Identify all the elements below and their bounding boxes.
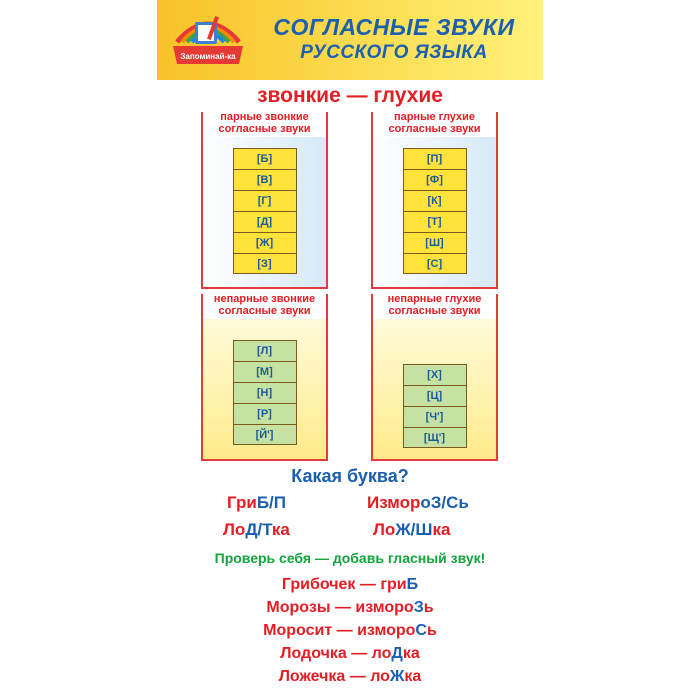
example-line	[157, 645, 543, 663]
sound-cell: [К]	[403, 190, 467, 211]
example-text: ка	[402, 645, 420, 662]
title-line-1: СОГЛАСНЫЕ ЗВУКИ	[273, 14, 515, 40]
word-text: ка	[432, 520, 451, 539]
question-heading: Какая буква?	[291, 466, 409, 486]
question-word	[227, 493, 286, 513]
box-unpaired-voiced	[201, 294, 328, 461]
word-text: Ло	[223, 520, 246, 539]
sound-cell: [Х]	[403, 364, 467, 385]
sound-cell: [Ц]	[403, 385, 467, 406]
question-word	[367, 493, 469, 513]
box-title-line-1: парные глухие	[393, 111, 476, 123]
header-banner	[157, 0, 543, 80]
example-text: ь	[426, 622, 437, 639]
box-title-line-1: непарные звонкие	[213, 293, 316, 305]
example-text: Моросит — изморо	[263, 622, 416, 639]
example-text: Ложечка — ло	[278, 668, 390, 685]
example-text: Лодочка — ло	[280, 645, 392, 662]
example-highlight: Б	[406, 576, 419, 593]
sound-cell: [Й']	[233, 424, 297, 445]
box-title	[373, 111, 496, 137]
sound-cell: [В]	[233, 169, 297, 190]
sound-cell: [Г]	[233, 190, 297, 211]
sound-cell: [Ж]	[233, 232, 297, 253]
box-title-line-2: согласные звуки	[218, 123, 311, 135]
box-paired-voiceless	[371, 112, 498, 289]
book-logo-icon	[171, 8, 245, 70]
box-title	[203, 293, 326, 319]
sound-cell: [Б]	[233, 148, 297, 169]
sound-column	[403, 148, 467, 274]
sound-cell: [Щ']	[403, 427, 467, 448]
sound-cell: [Ч']	[403, 406, 467, 427]
sound-column	[233, 148, 297, 274]
sound-cell: [Т]	[403, 211, 467, 232]
sound-cell: [С]	[403, 253, 467, 274]
example-text: Грибочек — гри	[281, 576, 407, 593]
example-line	[157, 576, 543, 594]
box-title-line-2: согласные звуки	[388, 305, 481, 317]
box-title-line-1: парные звонкие	[220, 111, 309, 123]
example-line	[157, 668, 543, 686]
example-line	[157, 599, 543, 617]
example-highlight: С	[415, 622, 427, 639]
sound-column	[403, 364, 467, 448]
box-title-line-2: согласные звуки	[388, 123, 481, 135]
sound-cell: [Д]	[233, 211, 297, 232]
sound-column	[233, 340, 297, 445]
box-paired-voiced	[201, 112, 328, 289]
question-word	[373, 520, 450, 540]
example-text: ь	[423, 599, 434, 616]
subtitle: звонкие — глухие	[257, 84, 443, 107]
word-text: Ло	[373, 520, 396, 539]
box-title-line-1: непарные глухие	[387, 293, 482, 305]
example-line	[157, 622, 543, 640]
check-yourself-text: Проверь себя — добавь гласный звук!	[214, 550, 486, 566]
sound-cell: [Р]	[233, 403, 297, 424]
box-title	[373, 293, 496, 319]
question-word	[223, 520, 290, 540]
sound-cell: [З]	[233, 253, 297, 274]
word-highlight: Ж/Ш	[395, 520, 433, 539]
example-text: Морозы — изморо	[266, 599, 414, 616]
title-line-2: РУССКОГО ЯЗЫКА	[300, 42, 488, 63]
box-title	[203, 111, 326, 137]
sound-cell: [Ф]	[403, 169, 467, 190]
word-highlight: оЗ/Сь	[420, 493, 469, 512]
example-text: ка	[404, 668, 422, 685]
sound-cell: [П]	[403, 148, 467, 169]
example-highlight: Д	[391, 645, 403, 662]
word-text: Измор	[367, 493, 421, 512]
box-title-line-2: согласные звуки	[218, 305, 311, 317]
word-highlight: Б/П	[256, 493, 286, 512]
example-highlight: Ж	[389, 668, 405, 685]
poster	[157, 0, 543, 700]
word-text: ка	[271, 520, 290, 539]
sound-cell: [М]	[233, 361, 297, 382]
word-highlight: Д/Т	[245, 520, 272, 539]
box-unpaired-voiceless	[371, 294, 498, 461]
sound-cell: [Ш]	[403, 232, 467, 253]
sound-cell: [Н]	[233, 382, 297, 403]
word-text: Гри	[227, 493, 257, 512]
example-highlight: З	[413, 599, 424, 616]
logo-text: Запоминай-ка	[180, 52, 236, 61]
sound-cell: [Л]	[233, 340, 297, 361]
